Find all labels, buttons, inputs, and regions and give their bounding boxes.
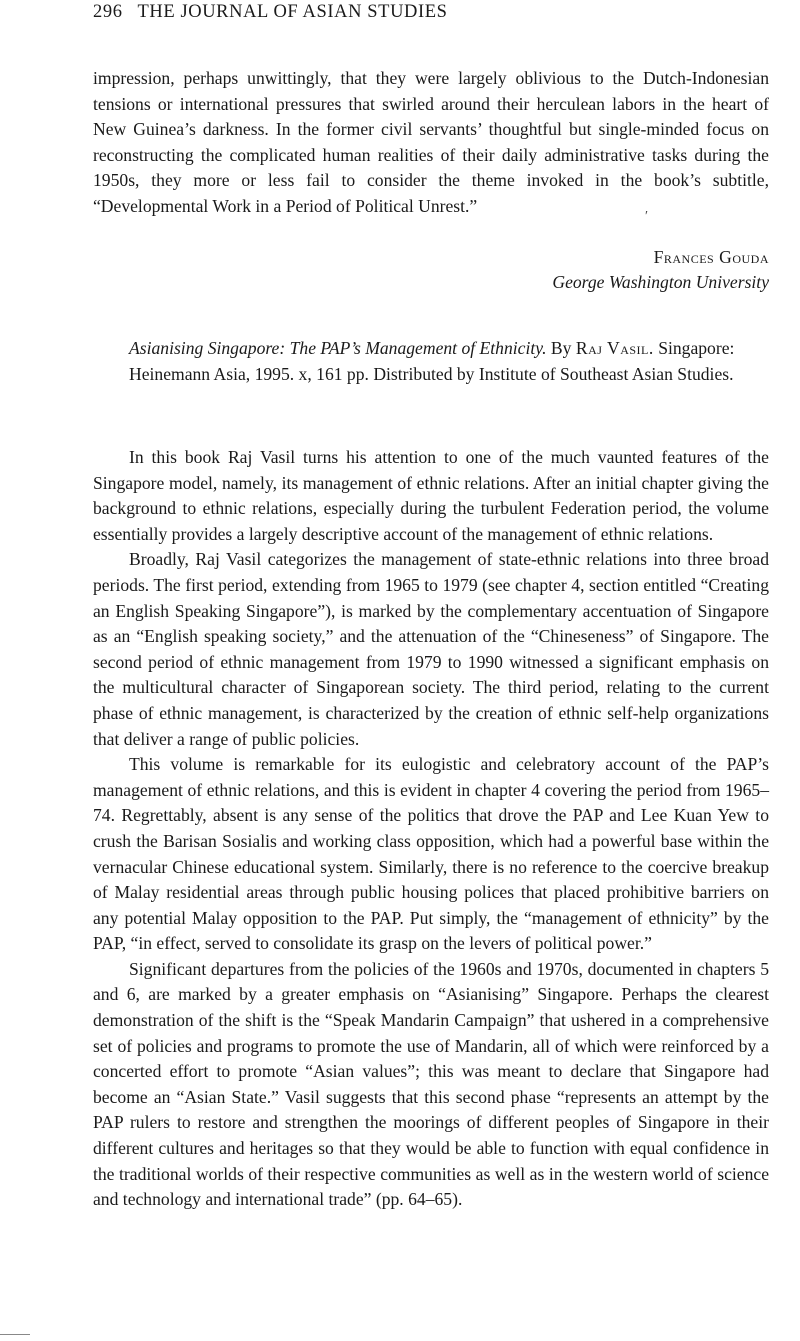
- reviewer-affiliation: George Washington University: [552, 272, 769, 292]
- book-author: Raj Vasil.: [575, 338, 654, 358]
- footer-rule: [0, 1334, 30, 1335]
- running-header: [93, 2, 448, 23]
- review-body: [93, 445, 769, 1213]
- reviewer-name: Frances Gouda: [653, 247, 769, 267]
- body-paragraph: This volume is remarkable for its eulogistic and celebratory account of the PAP’s management of ethnic relations, and this is evident in chapter 4 covering the period from 1965–74. Regrettably, absent is any sense of the politics that drove the PAP and Lee Kuan Yew to crush the Barisan Sosialis and working class opposition, which had a powerful base within the vernacular Chinese educational system. Similarly, there is no reference to the coercive breakup of Malay residential areas through public housing polices that placed prohibitive barriers on any potential Malay opposition to the PAP. Put simply, the “management of ethnicity” by the PAP, “in effect, served to consolidate its grasp on the levers of political power.”: [93, 754, 769, 954]
- page-number: 296: [93, 2, 123, 22]
- body-paragraph: Significant departures from the policies of the 1960s and 1970s, documented in chapters 5 and 6, are marked by a greater emphasis on “Asianising” Singapore. Perhaps the clearest demonstration of the shift is the “Speak Mandarin Campaign” that ushered in a comprehensive set of policies and programs to promote the use of Mandarin, all of which were reinforced by a concerted effort to promote “Asian values”; this was meant to declare that Singapore had become an “Asian State.” Vasil suggests that this second phase “represents an attempt by the PAP rulers to restore and strengthen the moorings of different peoples of Singapore in their different cultures and heritages so that they would be able to function with equal confidence in the traditional worlds of their respective communities as well as in the western world of science and technology and international trade” (pp. 64–65).: [93, 958, 769, 1210]
- body-paragraph: In this book Raj Vasil turns his attention to one of the much vaunted features of the Singapore model, namely, its management of ethnic relations. After an initial chapter giving the background to ethnic relations, especially during the turbulent Federation period, the volume essentially provides a largely descriptive account of the management of ethnic relations.: [93, 447, 769, 544]
- continuation-paragraph: impression, perhaps unwittingly, that they were largely oblivious to the Dutch-Indonesian tensions or international pressures that swirled around their herculean labors in the heart of New Guinea’s darkness. In the former civil servants’ thoughtful but single-minded focus on reconstructing the complicated human realities of their daily administrative tasks during the 1950s, they more or less fail to consider the theme invoked in the book’s subtitle, “Developmental Work in a Period of Political Unrest.”: [93, 68, 769, 216]
- stray-mark: ′: [645, 209, 649, 224]
- body-paragraph: Broadly, Raj Vasil categorizes the management of state-ethnic relations into three broad periods. The first period, extending from 1965 to 1979 (see chapter 4, section entitled “Creating an English Speaking Singapore”), is marked by the complementary accentuation of Singapore as an “English speaking society,” and the attenuation of the “Chineseness” of Singapore. The second period of ethnic management from 1979 to 1990 witnessed a significant emphasis on the multicultural character of Singaporean society. The third period, relating to the current phase of ethnic management, is characterized by the creation of ethnic self-help organizations that deliver a range of public policies.: [93, 549, 769, 749]
- publication-info: Singapore: Heinemann Asia, 1995. x, 161 pp. Distributed by Institute of Southeast Asian Studies.: [129, 338, 735, 384]
- review-citation: [93, 336, 769, 387]
- journal-title: THE JOURNAL OF ASIAN STUDIES: [137, 2, 448, 22]
- by-word: By: [550, 338, 572, 358]
- previous-review-continuation: [93, 66, 769, 220]
- book-title: Asianising Singapore: The PAP’s Management of Ethnicity.: [129, 338, 547, 358]
